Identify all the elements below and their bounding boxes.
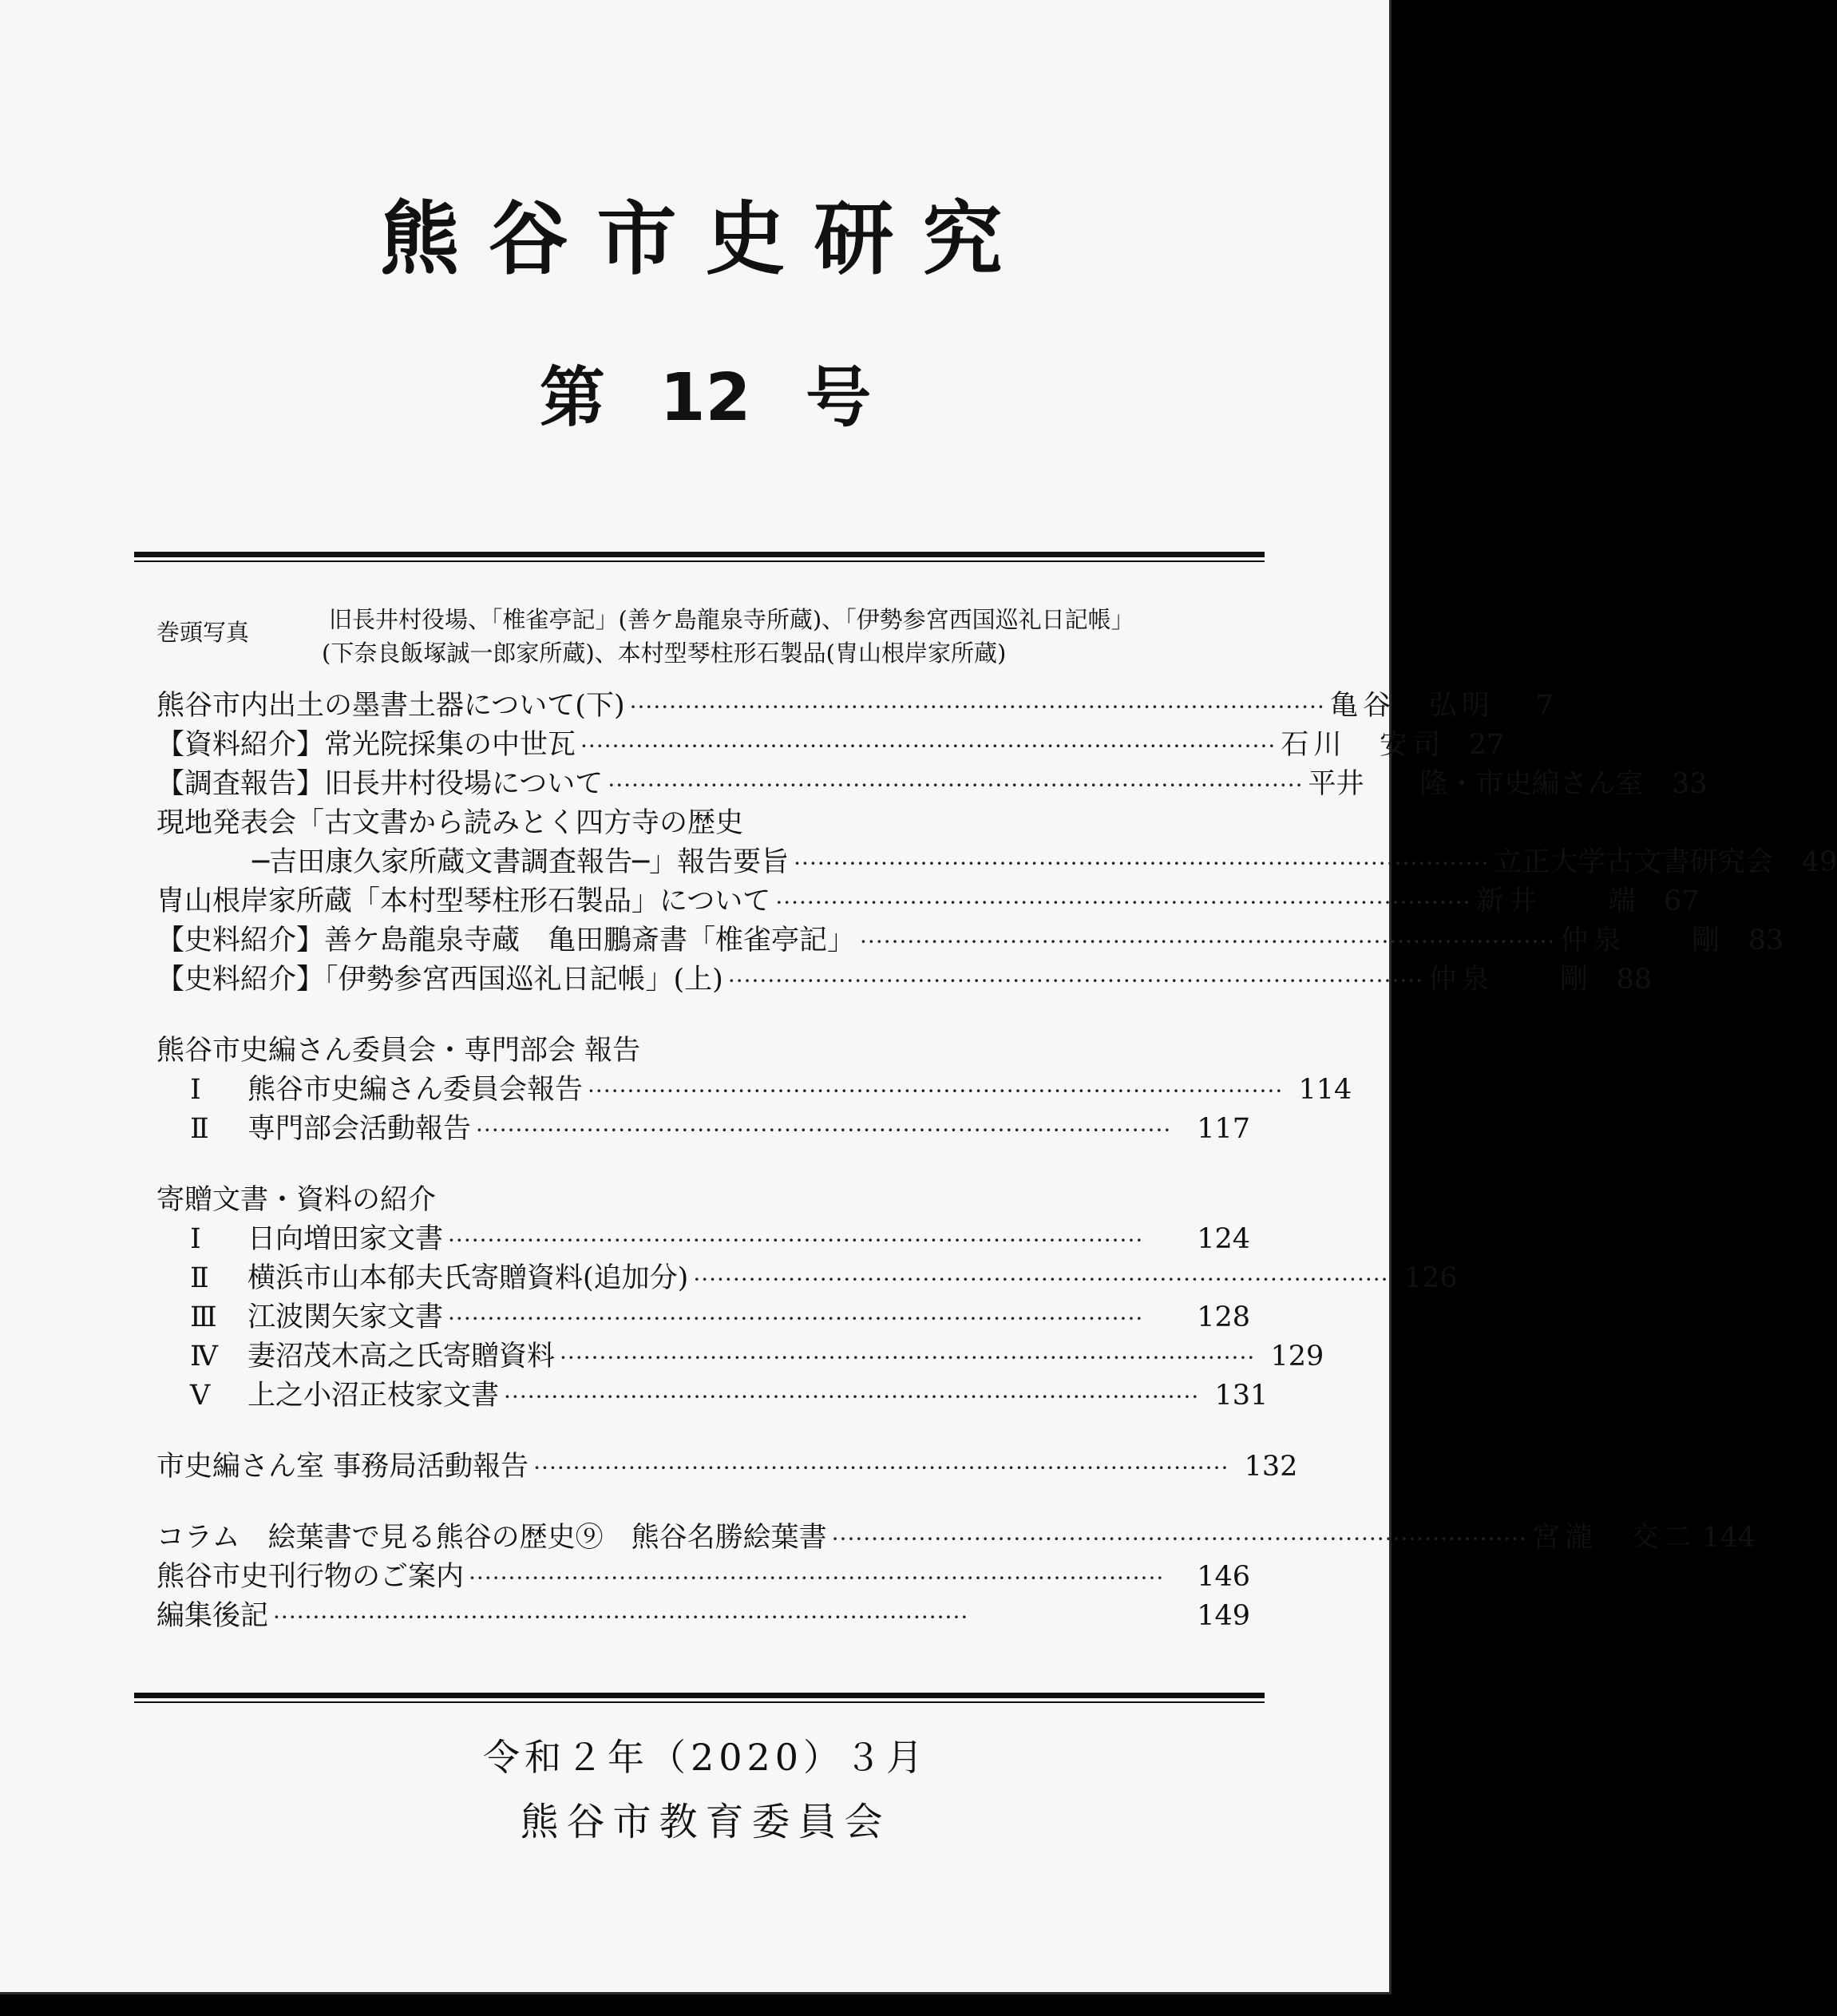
entry-number: Ⅰ [190,1074,201,1106]
leader-dots: ························································································ [580,733,1277,759]
entry-title: 市史編さん室 事務局活動報告 [156,1451,529,1483]
toc-entry [156,1220,1250,1259]
leader-dots: ························································································ [273,1604,969,1630]
entry-title: 妻沼茂木高之氏寄贈資料 [247,1341,556,1372]
leader-dots: ························································································ [448,1227,1144,1254]
top-divider [134,552,1265,562]
entry-title: 江波関矢家文書 [247,1301,444,1333]
toc-entry [156,1448,1298,1487]
entry-page: 128 [1197,1301,1250,1333]
articles-list [156,687,1837,1000]
table-of-contents [156,591,1837,1636]
leader-dots: ························································································ [588,1078,1284,1104]
toc-entry [156,687,1554,726]
entry-page: 49 [1801,846,1837,878]
entry-title: ─吉田康久家所蔵文書調査報告─」報告要旨 [252,846,790,878]
section-heading: 寄贈文書・資料の紹介 [156,1184,437,1216]
entry-author: 仲泉 剛 [1428,964,1589,996]
leader-dots: ························································································ [448,1305,1144,1332]
entry-author: 平井 隆・市史編さん室 [1308,768,1644,800]
entry-page: 126 [1403,1262,1458,1294]
misc-section [156,1519,1756,1636]
bottom-divider [134,1693,1265,1703]
entry-title: 熊谷市内出土の墨書土器について(下) [156,690,625,722]
entry-title: 横浜市山本郁夫氏寄贈資料(追加分) [247,1262,689,1294]
toc-entry [156,1298,1250,1337]
entry-number: Ⅳ [190,1341,218,1372]
entry-page: 117 [1197,1113,1250,1145]
leader-dots: ························································································ [775,889,1471,916]
entry-number: Ⅱ [190,1262,209,1294]
frontispiece-line-2: (下奈良飯塚誠一郎家所蔵)、本村型琴柱形石製品(冑山根岸家所蔵) [322,640,1007,667]
entry-title: 日向増田家文書 [247,1223,444,1255]
frontispiece-line-1: 旧長井村役場、「椎雀亭記」(善ケ島龍泉寺所蔵)、「伊勢参宮西国巡礼日記帳」 [329,606,1134,633]
entry-page: 131 [1214,1380,1269,1412]
entry-author: 宮瀧 交二 [1531,1522,1692,1554]
toc-entry [156,1519,1756,1558]
entry-title: 【史料紹介】「伊勢参宮西国巡礼日記帳」(上) [156,964,723,996]
leader-dots: ························································································ [469,1565,1165,1591]
leader-dots: ························································································ [533,1455,1229,1481]
committee-section [156,1032,1352,1149]
entry-page: 132 [1244,1451,1298,1483]
entry-page: 27 [1468,729,1505,761]
toc-entry [156,1071,1352,1110]
entry-author: 石川 安司 [1281,729,1441,761]
entry-title: 【史料紹介】善ケ島龍泉寺蔵 亀田鵬斎書「椎雀亭記」 [156,925,856,957]
toc-entry [156,1597,1250,1636]
entry-title: 熊谷市史編さん委員会報告 [247,1074,584,1106]
entry-page: 144 [1702,1522,1756,1554]
entry-title: 【調査報告】旧長井村役場について [156,768,604,800]
publisher: 熊谷市教育委員会 [520,1800,891,1844]
entry-title: 【資料紹介】常光院採集の中世瓦 [156,729,576,761]
entry-title: 編集後記 [156,1600,269,1632]
entry-page: 67 [1664,885,1700,917]
entry-title: 現地発表会「古文書から読みとく四方寺の歴史 [156,807,744,839]
section-heading: 熊谷市史編さん委員会・専門部会 報告 [156,1035,641,1067]
toc-entry [156,1337,1324,1376]
frontispiece [156,591,1250,687]
toc-entry [156,726,1505,765]
leader-dots: ························································································ [608,772,1304,798]
entry-page: 83 [1748,925,1784,957]
toc-entry [156,1259,1458,1298]
leader-dots: ························································································ [629,694,1325,720]
leader-dots: ························································································ [860,929,1556,955]
entry-author: 亀谷 弘明 [1329,690,1490,722]
toc-entry [156,804,1250,843]
toc-entry-continuation [156,843,1837,882]
entry-page: 33 [1672,768,1708,800]
entry-title: 冑山根岸家所蔵「本村型琴柱形石製品」について [156,885,771,917]
leader-dots: ························································································ [560,1345,1256,1371]
toc-entry [156,1110,1250,1149]
toc-entry [156,1376,1269,1416]
entry-page: 146 [1197,1561,1250,1593]
publication-date: 令和２年（2020）３月 [482,1736,928,1779]
entry-author: 新井 端 [1475,885,1636,917]
toc-entry [156,882,1700,921]
entry-page: 114 [1298,1074,1352,1106]
issue-number: 第 12 号 [539,360,872,436]
toc-entry [156,960,1653,1000]
entry-title: 熊谷市史刊行物のご案内 [156,1561,465,1593]
entry-page: 149 [1197,1600,1250,1632]
leader-dots: ························································································ [831,1526,1527,1552]
frontispiece-label: 巻頭写真 [156,619,250,646]
entry-author: 仲泉 剛 [1560,925,1720,957]
entry-page: 129 [1270,1341,1324,1372]
entry-title: 専門部会活動報告 [247,1113,472,1145]
entry-page: 7 [1535,690,1554,722]
entry-page: 124 [1197,1223,1250,1255]
journal-title: 熊谷市史研究 [379,192,1031,286]
toc-entry [156,765,1708,804]
leader-dots: ························································································ [693,1266,1389,1293]
leader-dots: ························································································ [504,1384,1200,1410]
entry-title: 上之小沼正枝家文書 [247,1380,500,1412]
entry-page: 88 [1616,964,1653,996]
donations-section [156,1181,1458,1416]
leader-dots: ························································································ [727,968,1424,994]
entry-number: Ⅲ [190,1301,217,1333]
toc-entry [156,1558,1250,1597]
entry-number: Ⅴ [190,1380,211,1412]
entry-number: Ⅱ [190,1113,209,1145]
entry-number: Ⅰ [190,1223,201,1255]
toc-entry [156,921,1784,960]
leader-dots: ························································································ [476,1117,1172,1143]
entry-title: コラム 絵葉書で見る熊谷の歴史⑨ 熊谷名勝絵葉書 [156,1522,827,1554]
leader-dots: ························································································ [794,850,1490,877]
entry-author: 立正大学古文書研究会 [1494,846,1774,878]
